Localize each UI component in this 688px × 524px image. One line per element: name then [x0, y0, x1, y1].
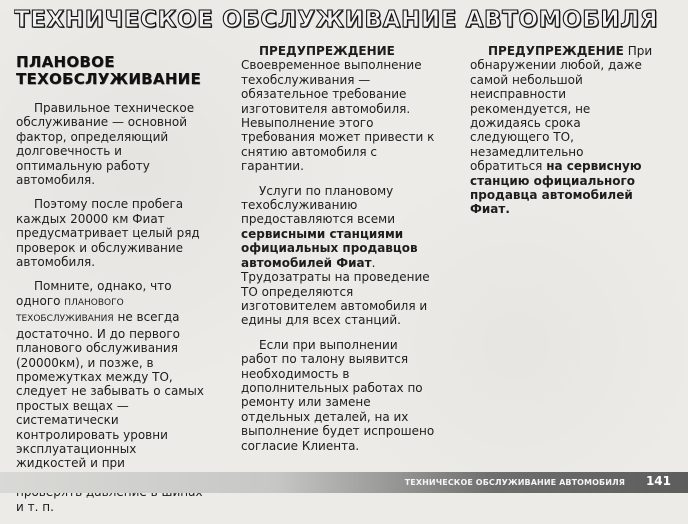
- warning-text-middle: Своевременное выполнение техобслуживания — обязательное требование изготовителя автомобиля. Невыполнение этого требования может привести к снятию автомобиля с гарантии.: [241, 58, 435, 174]
- right-column: [470, 44, 656, 227]
- footer-section-title: ТЕХНИЧЕСКОЕ ОБСЛУЖИВАНИЕ АВТОМОБИЛЯ: [404, 478, 625, 487]
- warning-paragraph-middle: [241, 44, 436, 174]
- service-station-bold: на сервисную станцию официального продавца автомобилей Фиат.: [470, 159, 642, 217]
- planned-maintenance-smallcaps: ПЛАНОВОГО ТЕХОБСЛУЖИВАНИЯ: [16, 297, 124, 325]
- official-dealers-bold: сервисными станциями официальных продавцов автомобилей Фиат: [241, 226, 418, 270]
- paragraph-dealer-services: [241, 184, 436, 328]
- middle-column: [241, 44, 436, 463]
- page-number: 141: [645, 474, 671, 488]
- warning-paragraph-right: [470, 44, 656, 217]
- paragraph-maintenance-importance: Правильное техническое обслуживание — основной фактор, определяющий долговечность и оптимальную работу автомобиля.: [16, 101, 195, 188]
- paragraph-service-interval: Поэтому после пробега каждых 20000 км Фиат предусматривает целый ряд проверок и обслуживание автомобиля.: [16, 197, 200, 270]
- section-title: ПЛАНОВОЕ ТЕХОБСЛУЖИВАНИЕ: [16, 53, 202, 88]
- paragraph-routine-checks-end: не всегда достаточно. И до первого планового обслуживания (20000км), и позже, в промежутках между ТО, следует не забывать о самых простых вещах — систематически контролировать уровни эксплуатационных жидкостей и при и т. п.: [16, 310, 204, 514]
- paragraph-dealer-services-end: . Трудозатраты на проведение ТО определяются изготовителем автомобиля и едины для всех станций.: [241, 255, 430, 328]
- paragraph-additional-work: Если при выполнении работ по талону выявится необходимость в дополнительных работах по ремонту или замене отдельных деталей, на их выполнение будет испрошено согласие Клиента.: [241, 337, 435, 453]
- warning-text-right: При обнаружении любой, даже самой небольшой неисправности рекомендуется, не дожидаясь срока следующего ТО, незамедлительно обратиться: [470, 44, 653, 174]
- paragraph-routine-checks-start: Помните, однако, что одного: [16, 279, 172, 308]
- left-column: [16, 54, 210, 524]
- warning-label-middle: ПРЕДУПРЕЖДЕНИЕ: [259, 44, 395, 58]
- warning-label-right: ПРЕДУПРЕЖДЕНИЕ: [488, 44, 624, 58]
- paragraph-dealer-services-start: Услуги по плановому техобслуживанию предоставляются всеми: [241, 183, 396, 227]
- page-header-title: ТЕХНИЧЕСКОЕ ОБСЛУЖИВАНИЕ АВТОМОБИЛЯ: [14, 7, 659, 33]
